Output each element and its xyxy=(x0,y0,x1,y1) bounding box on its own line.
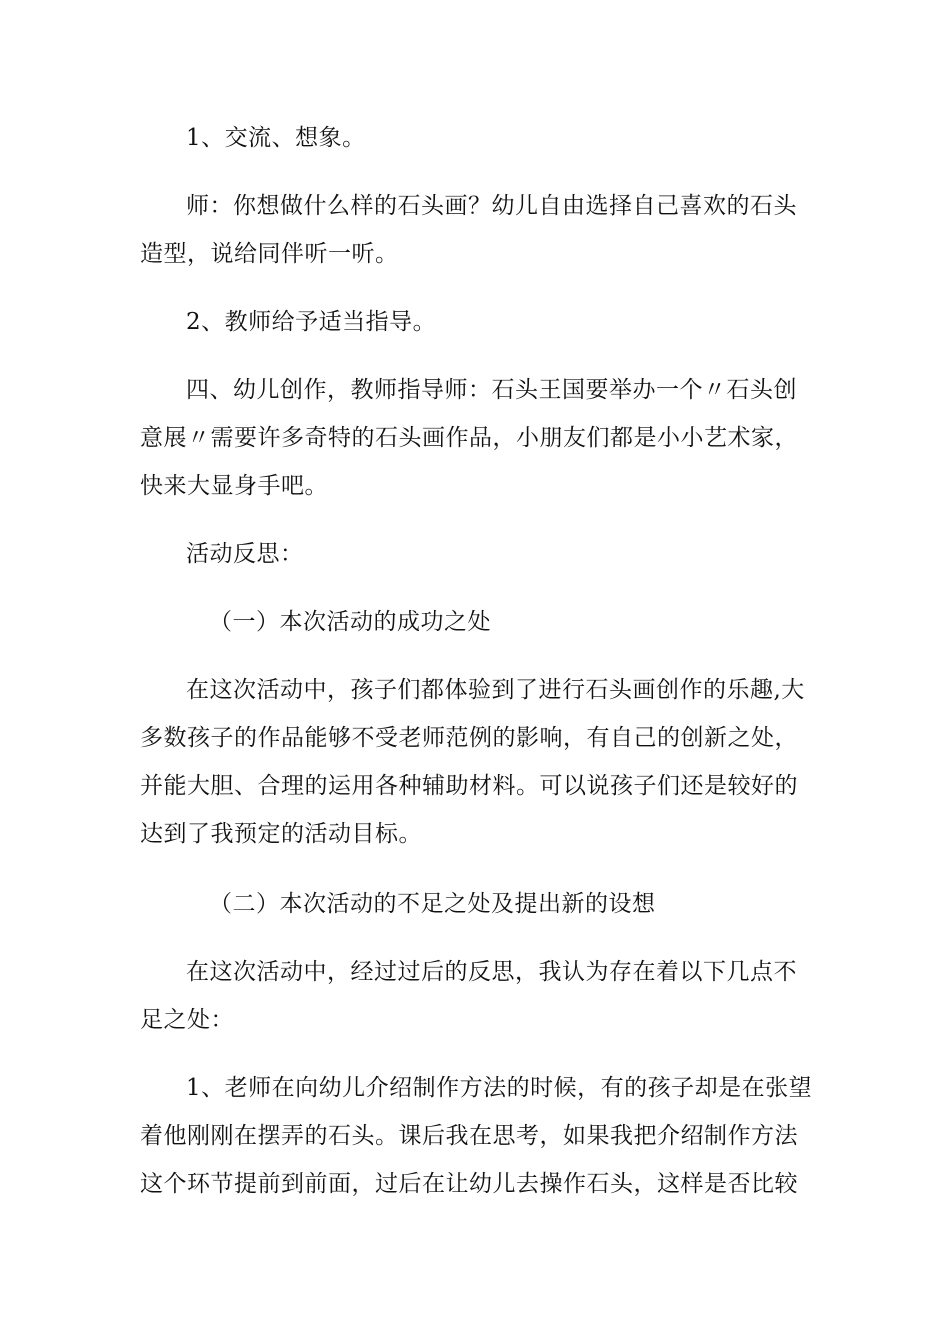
paragraph-successes: 在这次活动中，孩子们都体验到了进行石头画创作的乐趣,大多数孩子的作品能够不受老师范例的影响，有自己的创新之处，并能大胆、合理的运用各种辅助材料。可以说孩子们还是较好的达到了我预定的活动目标。 xyxy=(140,677,805,847)
paragraph-step-1: 1、交流、想象。 xyxy=(186,125,366,151)
subheading-shortcomings: （二）本次活动的不足之处及提出新的设想 xyxy=(209,891,656,917)
heading-reflection: 活动反思： xyxy=(186,541,304,567)
paragraph-shortcoming-1: 1、老师在向幼儿介绍制作方法的时候，有的孩子却是在张望着他刚刚在摆弄的石头。课后我在思考，如果我把介绍制作方法这个环节提前到前面，过后在让幼儿去操作石头，这样是否比较 xyxy=(140,1075,813,1197)
paragraph-teacher-question: 师：你想做什么样的石头画？幼儿自由选择自己喜欢的石头造型，说给同伴听一听。 xyxy=(140,193,797,267)
paragraph-shortcomings-intro: 在这次活动中，经过过后的反思，我认为存在着以下几点不足之处： xyxy=(140,959,797,1033)
paragraph-step-2: 2、教师给予适当指导。 xyxy=(186,309,437,335)
paragraph-section-4: 四、幼儿创作，教师指导师：石头王国要举办一个〃石头创意展〃需要许多奇特的石头画作品，小朋友们都是小小艺术家，快来大显身手吧。 xyxy=(140,377,798,499)
subheading-successes: （一）本次活动的成功之处 xyxy=(209,609,491,635)
